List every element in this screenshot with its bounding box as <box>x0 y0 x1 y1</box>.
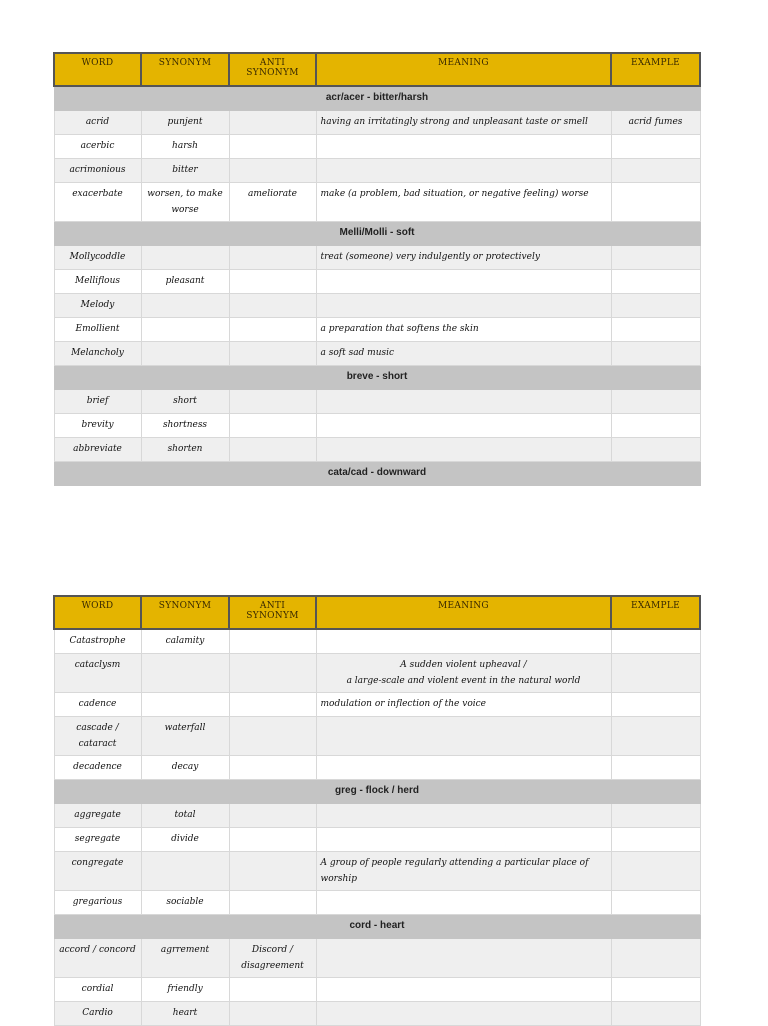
meaning-cell <box>316 891 611 915</box>
header-synonym: SYNONYM <box>141 596 229 629</box>
anti-synonym-cell <box>229 159 316 183</box>
table-row <box>54 654 700 693</box>
anti-synonym-cell <box>229 891 316 915</box>
synonym-cell: waterfall <box>141 717 229 756</box>
anti-synonym-cell <box>229 111 316 135</box>
table-row <box>54 756 700 780</box>
meaning-cell: a soft sad music <box>316 342 611 366</box>
header-anti-synonym <box>229 596 316 629</box>
header-meaning: MEANING <box>316 596 611 629</box>
synonym-cell: total <box>141 804 229 828</box>
meaning-cell: make (a problem, bad situation, or negative feeling) worse <box>316 183 611 222</box>
table-row <box>54 891 700 915</box>
header-meaning: MEANING <box>316 53 611 86</box>
anti-synonym-cell <box>229 756 316 780</box>
word-cell: aggregate <box>54 804 141 828</box>
header-anti-synonym <box>229 53 316 86</box>
table-row <box>54 717 700 756</box>
synonym-cell: bitter <box>141 159 229 183</box>
example-cell <box>611 891 700 915</box>
anti-synonym-cell <box>229 414 316 438</box>
table-row <box>54 246 700 270</box>
anti-synonym-cell <box>229 246 316 270</box>
header-anti-line2: SYNONYM <box>246 611 299 621</box>
synonym-cell: heart <box>141 1002 229 1026</box>
synonym-cell <box>141 318 229 342</box>
anti-synonym-cell: Discord / disagreement <box>229 939 316 978</box>
example-cell <box>611 390 700 414</box>
meaning-cell <box>316 629 611 654</box>
anti-synonym-cell <box>229 978 316 1002</box>
meaning-cell <box>316 939 611 978</box>
anti-synonym-cell <box>229 828 316 852</box>
word-cell: acrimonious <box>54 159 141 183</box>
group-header-row <box>54 915 700 939</box>
anti-synonym-cell <box>229 390 316 414</box>
example-cell <box>611 159 700 183</box>
synonym-cell <box>141 342 229 366</box>
synonym-cell: friendly <box>141 978 229 1002</box>
table-row <box>54 1002 700 1026</box>
table-body <box>54 629 700 1026</box>
synonym-cell <box>141 852 229 891</box>
anti-synonym-cell: ameliorate <box>229 183 316 222</box>
meaning-cell <box>316 804 611 828</box>
header-anti-line1: ANTI <box>259 58 286 68</box>
word-cell: decadence <box>54 756 141 780</box>
anti-synonym-cell <box>229 1002 316 1026</box>
word-cell: accord / concord <box>54 939 141 978</box>
example-cell <box>611 135 700 159</box>
table-row <box>54 111 700 135</box>
word-cell: exacerbate <box>54 183 141 222</box>
word-cell: Melliflous <box>54 270 141 294</box>
meaning-cell <box>316 828 611 852</box>
meaning-line: a large-scale and violent event in the natural world <box>346 676 581 686</box>
anti-synonym-cell <box>229 717 316 756</box>
anti-synonym-cell <box>229 438 316 462</box>
example-cell <box>611 438 700 462</box>
meaning-cell <box>316 978 611 1002</box>
header-anti-line2: SYNONYM <box>246 68 299 78</box>
word-cell: brevity <box>54 414 141 438</box>
synonym-cell: worsen, to make worse <box>141 183 229 222</box>
table-row <box>54 390 700 414</box>
meaning-cell <box>316 717 611 756</box>
example-cell <box>611 693 700 717</box>
anti-synonym-cell <box>229 294 316 318</box>
example-cell <box>611 756 700 780</box>
word-cell: Melancholy <box>54 342 141 366</box>
word-cell: abbreviate <box>54 438 141 462</box>
group-header-row <box>54 462 700 486</box>
table-row <box>54 629 700 654</box>
example-cell <box>611 629 700 654</box>
table-row <box>54 978 700 1002</box>
synonym-cell: agrrement <box>141 939 229 978</box>
synonym-cell: punjent <box>141 111 229 135</box>
header-anti-line1: ANTI <box>259 601 286 611</box>
word-cell: acrid <box>54 111 141 135</box>
header-word: WORD <box>54 53 141 86</box>
example-cell <box>611 717 700 756</box>
table-header-row <box>54 596 700 629</box>
word-cell: segregate <box>54 828 141 852</box>
word-cell: gregarious <box>54 891 141 915</box>
meaning-cell <box>316 159 611 183</box>
example-cell <box>611 654 700 693</box>
header-word: WORD <box>54 596 141 629</box>
example-cell <box>611 804 700 828</box>
vocabulary-table-1 <box>53 52 701 486</box>
meaning-cell <box>316 135 611 159</box>
word-cell: cordial <box>54 978 141 1002</box>
anti-synonym-cell <box>229 629 316 654</box>
anti-synonym-cell <box>229 342 316 366</box>
synonym-cell: calamity <box>141 629 229 654</box>
meaning-line: A sudden violent upheaval / <box>400 660 527 670</box>
meaning-cell <box>316 390 611 414</box>
group-title: Melli/Molli - soft <box>54 222 700 246</box>
meaning-cell <box>316 294 611 318</box>
table-row <box>54 414 700 438</box>
table-row <box>54 852 700 891</box>
table-row <box>54 804 700 828</box>
meaning-cell <box>316 438 611 462</box>
word-cell: cadence <box>54 693 141 717</box>
example-cell <box>611 246 700 270</box>
word-cell: brief <box>54 390 141 414</box>
group-title: breve - short <box>54 366 700 390</box>
table-row <box>54 693 700 717</box>
example-cell <box>611 342 700 366</box>
word-cell: Emollient <box>54 318 141 342</box>
anti-synonym-cell <box>229 693 316 717</box>
synonym-cell: shorten <box>141 438 229 462</box>
header-synonym: SYNONYM <box>141 53 229 86</box>
anti-synonym-cell <box>229 852 316 891</box>
example-cell <box>611 183 700 222</box>
synonym-cell: pleasant <box>141 270 229 294</box>
group-title: cata/cad - downward <box>54 462 700 486</box>
anti-synonym-cell <box>229 135 316 159</box>
word-cell: congregate <box>54 852 141 891</box>
table-row <box>54 135 700 159</box>
word-cell: Cardio <box>54 1002 141 1026</box>
table-row <box>54 159 700 183</box>
example-cell <box>611 852 700 891</box>
group-header-row <box>54 366 700 390</box>
synonym-cell <box>141 654 229 693</box>
synonym-cell: divide <box>141 828 229 852</box>
meaning-cell: a preparation that softens the skin <box>316 318 611 342</box>
example-cell <box>611 978 700 1002</box>
table-header-row <box>54 53 700 86</box>
meaning-cell <box>316 414 611 438</box>
synonym-cell: shortness <box>141 414 229 438</box>
example-cell <box>611 270 700 294</box>
example-cell <box>611 1002 700 1026</box>
example-cell <box>611 294 700 318</box>
table-row <box>54 183 700 222</box>
header-example: EXAMPLE <box>611 53 700 86</box>
table-row <box>54 270 700 294</box>
table-row <box>54 939 700 978</box>
meaning-cell <box>316 756 611 780</box>
synonym-cell: decay <box>141 756 229 780</box>
example-cell <box>611 828 700 852</box>
synonym-cell <box>141 294 229 318</box>
word-cell: Catastrophe <box>54 629 141 654</box>
group-title: acr/acer - bitter/harsh <box>54 86 700 111</box>
table-row <box>54 438 700 462</box>
synonym-cell <box>141 246 229 270</box>
meaning-cell <box>316 654 611 693</box>
group-header-row <box>54 86 700 111</box>
vocabulary-table-2 <box>53 595 701 1026</box>
meaning-cell <box>316 1002 611 1026</box>
example-cell <box>611 318 700 342</box>
anti-synonym-cell <box>229 804 316 828</box>
word-cell: Melody <box>54 294 141 318</box>
meaning-cell: having an irritatingly strong and unpleasant taste or smell <box>316 111 611 135</box>
table-row <box>54 318 700 342</box>
meaning-cell: modulation or inflection of the voice <box>316 693 611 717</box>
example-cell <box>611 414 700 438</box>
table-row <box>54 342 700 366</box>
table-row <box>54 294 700 318</box>
group-header-row <box>54 222 700 246</box>
word-cell: Mollycoddle <box>54 246 141 270</box>
group-title: greg - flock / herd <box>54 780 700 804</box>
word-cell: cataclysm <box>54 654 141 693</box>
word-cell: acerbic <box>54 135 141 159</box>
group-header-row <box>54 780 700 804</box>
meaning-cell <box>316 270 611 294</box>
synonym-cell: short <box>141 390 229 414</box>
word-cell: cascade / cataract <box>54 717 141 756</box>
synonym-cell: harsh <box>141 135 229 159</box>
group-title: cord - heart <box>54 915 700 939</box>
header-example: EXAMPLE <box>611 596 700 629</box>
example-cell: acrid fumes <box>611 111 700 135</box>
synonym-cell: sociable <box>141 891 229 915</box>
meaning-cell: A group of people regularly attending a particular place of worship <box>316 852 611 891</box>
meaning-cell: treat (someone) very indulgently or protectively <box>316 246 611 270</box>
table-body <box>54 86 700 486</box>
example-cell <box>611 939 700 978</box>
anti-synonym-cell <box>229 270 316 294</box>
anti-synonym-cell <box>229 654 316 693</box>
synonym-cell <box>141 693 229 717</box>
anti-synonym-cell <box>229 318 316 342</box>
table-row <box>54 828 700 852</box>
